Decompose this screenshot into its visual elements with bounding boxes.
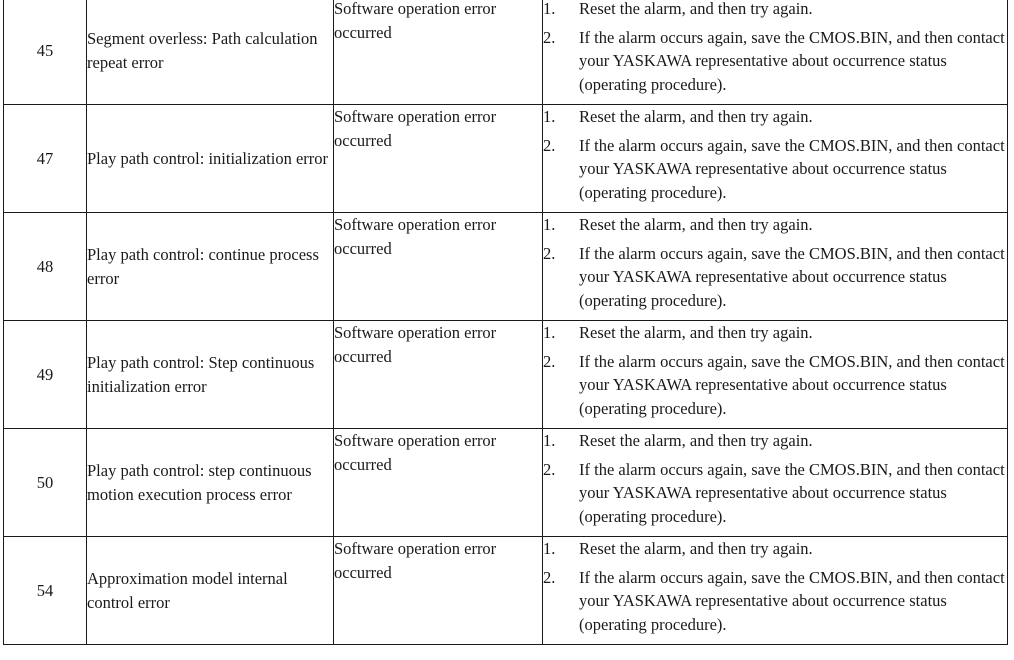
- step-text: Reset the alarm, and then try again.: [579, 107, 813, 126]
- step-text: Reset the alarm, and then try again.: [579, 323, 813, 342]
- step-text: If the alarm occurs again, save the CMOS.BIN, and then contact your YASKAWA representative about occurrence status (operating procedure).: [579, 135, 1005, 202]
- step-text: If the alarm occurs again, save the CMOS.BIN, and then contact your YASKAWA representative about occurrence status (operating procedure).: [579, 243, 1005, 310]
- step-number: 2.: [543, 567, 556, 587]
- step-text: If the alarm occurs again, save the CMOS.BIN, and then contact your YASKAWA representative about occurrence status (operating procedure).: [579, 27, 1005, 94]
- remedy-step: [543, 321, 1007, 345]
- alarm-code: 49: [4, 321, 87, 429]
- alarm-message: Segment overless: Path calculation repeat error: [87, 0, 334, 105]
- remedy-step: [543, 242, 1007, 313]
- step-text: If the alarm occurs again, save the CMOS.BIN, and then contact your YASKAWA representative about occurrence status (operating procedure).: [579, 459, 1005, 526]
- alarm-message: Play path control: continue process error: [87, 213, 334, 321]
- step-number: 2.: [543, 243, 556, 263]
- alarm-message: Play path control: Step continuous initialization error: [87, 321, 334, 429]
- alarm-remedy: [543, 321, 1008, 429]
- alarm-message: Play path control: step continuous motion execution process error: [87, 429, 334, 537]
- step-number: 2.: [543, 351, 556, 371]
- table-row: [4, 537, 1008, 645]
- alarm-message: Approximation model internal control error: [87, 537, 334, 645]
- alarm-remedy: [543, 537, 1008, 645]
- alarm-cause: Software operation error occurred: [334, 0, 543, 105]
- step-text: If the alarm occurs again, save the CMOS.BIN, and then contact your YASKAWA representative about occurrence status (operating procedure).: [579, 351, 1005, 418]
- step-text: If the alarm occurs again, save the CMOS.BIN, and then contact your YASKAWA representative about occurrence status (operating procedure).: [579, 567, 1005, 634]
- remedy-step: [543, 26, 1007, 97]
- alarm-cause: Software operation error occurred: [334, 321, 543, 429]
- remedy-step: [543, 213, 1007, 237]
- alarm-code: 54: [4, 537, 87, 645]
- alarm-table: [3, 0, 1008, 645]
- alarm-code: 50: [4, 429, 87, 537]
- step-number: 1.: [543, 215, 556, 234]
- step-text: Reset the alarm, and then try again.: [579, 539, 813, 558]
- step-number: 1.: [543, 323, 556, 342]
- alarm-message: Play path control: initialization error: [87, 105, 334, 213]
- alarm-remedy: [543, 0, 1008, 105]
- remedy-step: [543, 105, 1007, 129]
- step-number: 1.: [543, 0, 556, 18]
- step-number: 2.: [543, 459, 556, 479]
- alarm-remedy: [543, 105, 1008, 213]
- alarm-code: 48: [4, 213, 87, 321]
- table-row: [4, 321, 1008, 429]
- alarm-cause: Software operation error occurred: [334, 105, 543, 213]
- step-number: 1.: [543, 107, 556, 126]
- table-row: [4, 429, 1008, 537]
- remedy-step: [543, 134, 1007, 205]
- step-text: Reset the alarm, and then try again.: [579, 0, 813, 18]
- alarm-code: 45: [4, 0, 87, 105]
- step-number: 1.: [543, 539, 556, 558]
- table-row: [4, 105, 1008, 213]
- step-number: 1.: [543, 431, 556, 450]
- step-number: 2.: [543, 27, 556, 47]
- remedy-step: [543, 566, 1007, 637]
- alarm-code: 47: [4, 105, 87, 213]
- remedy-step: [543, 429, 1007, 453]
- alarm-cause: Software operation error occurred: [334, 429, 543, 537]
- table-row: [4, 0, 1008, 105]
- alarm-remedy: [543, 429, 1008, 537]
- remedy-step: [543, 350, 1007, 421]
- table-row: [4, 213, 1008, 321]
- remedy-step: [543, 458, 1007, 529]
- step-text: Reset the alarm, and then try again.: [579, 431, 813, 450]
- alarm-remedy: [543, 213, 1008, 321]
- alarm-cause: Software operation error occurred: [334, 537, 543, 645]
- remedy-step: [543, 537, 1007, 561]
- step-text: Reset the alarm, and then try again.: [579, 215, 813, 234]
- step-number: 2.: [543, 135, 556, 155]
- alarm-cause: Software operation error occurred: [334, 213, 543, 321]
- remedy-step: [543, 0, 1007, 21]
